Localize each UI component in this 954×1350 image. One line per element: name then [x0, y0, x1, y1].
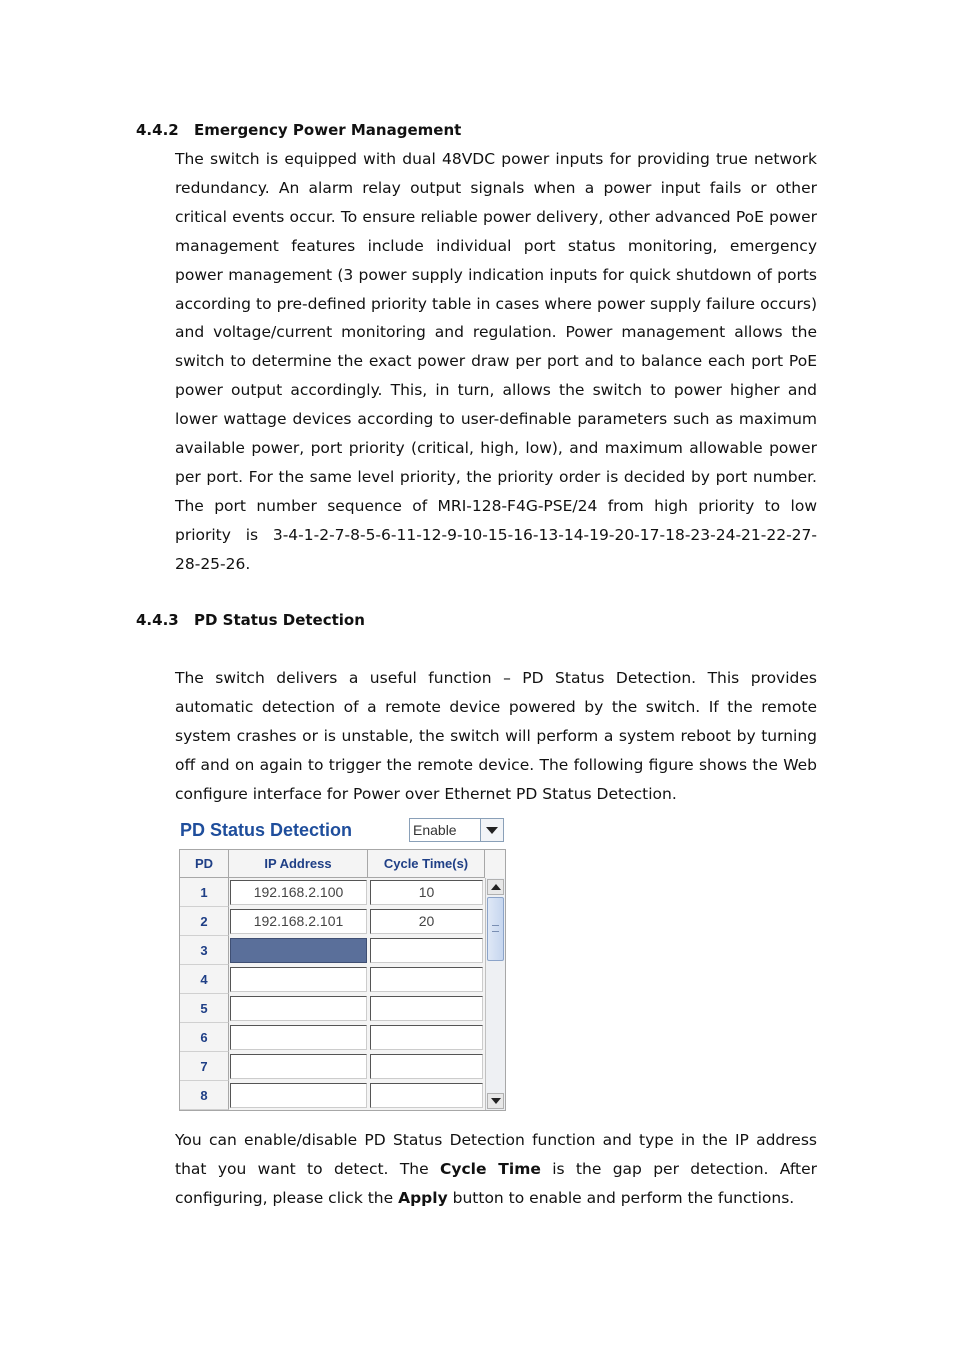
widget-title: PD Status Detection [180, 820, 353, 840]
ip-address-input[interactable] [230, 1054, 367, 1079]
pd-table [179, 849, 506, 1111]
paragraph-pd-intro: The switch delivers a useful function – PD Status Detection. This provides automatic detection of a remote device powered by the switch. If the remote system crashes or is unstable, the switch will perform a system reboot by turning off and on again to trigger the remote device. The following figure shows the Web configure interface for Power over Ethernet PD Status Detection. [175, 669, 817, 803]
cycle-time-term: Cycle Time [440, 1159, 541, 1178]
table-row [180, 1023, 485, 1052]
cycle-time-input[interactable] [370, 967, 483, 992]
table-row [180, 994, 485, 1023]
section-title: Emergency Power Management [194, 121, 462, 139]
ip-address-input[interactable]: 192.168.2.101 [230, 909, 367, 934]
select-value: Enable [413, 822, 457, 838]
outro-text: button to enable and perform the functions. [447, 1188, 795, 1207]
table-row [180, 1052, 485, 1081]
section-number: 4.4.2 [136, 121, 179, 139]
apply-term: Apply [398, 1188, 448, 1207]
ip-address-input[interactable]: 192.168.2.100 [230, 880, 367, 905]
vertical-scrollbar[interactable] [485, 878, 505, 1110]
pd-number: 1 [180, 878, 229, 907]
chevron-down-icon[interactable] [480, 819, 503, 841]
cycle-time-input[interactable] [370, 938, 483, 963]
paragraph-pd-outro [175, 1126, 817, 1213]
cycle-time-input[interactable]: 10 [370, 880, 483, 905]
pd-number: 4 [180, 965, 229, 994]
ip-address-input[interactable] [230, 938, 367, 963]
table-row [180, 907, 485, 936]
cycle-time-input[interactable]: 20 [370, 909, 483, 934]
cycle-time-input[interactable] [370, 1083, 483, 1108]
column-header-cycle: Cycle Time(s) [368, 850, 485, 878]
enable-select[interactable] [409, 818, 504, 842]
section-heading-443 [136, 610, 365, 630]
cycle-time-input[interactable] [370, 1025, 483, 1050]
table-row [180, 1081, 485, 1110]
table-row [180, 878, 485, 907]
table-row [180, 936, 485, 965]
cycle-time-input[interactable] [370, 1054, 483, 1079]
scroll-down-icon[interactable] [487, 1093, 504, 1109]
pd-number: 5 [180, 994, 229, 1023]
pd-number: 2 [180, 907, 229, 936]
table-row [180, 965, 485, 994]
pd-number: 8 [180, 1081, 229, 1110]
ip-address-input[interactable] [230, 1083, 367, 1108]
section-title: PD Status Detection [194, 611, 365, 629]
scroll-thumb[interactable] [487, 897, 504, 961]
ip-address-input[interactable] [230, 967, 367, 992]
section-number: 4.4.3 [136, 611, 179, 629]
column-header-ip: IP Address [229, 850, 368, 878]
pd-number: 6 [180, 1023, 229, 1052]
cycle-time-input[interactable] [370, 996, 483, 1021]
outro-text: is the gap per detection. After configuring, please click the [175, 1159, 818, 1207]
column-header-pd: PD [180, 850, 229, 878]
pd-status-widget [178, 816, 508, 1112]
pd-number: 3 [180, 936, 229, 965]
section-heading-442 [136, 120, 461, 140]
paragraph-emergency-power: The switch is equipped with dual 48VDC power inputs for providing true network redundancy. An alarm relay output signals when a power input fails or other critical events occur. To ensure reliable power delivery, other advanced PoE power management features include individual port status monitoring, emergency power management (3 power supply indication inputs for quick shutdown of ports according to pre-defined priority table in cases where power supply failure occurs) and voltage/current monitoring and regulation. Power management allows the switch to determine the exact power draw per port and to balance each port PoE power output accordingly. This, in turn, allows the switch to power higher and lower wattage devices according to user-definable parameters such as maximum available power, port priority (critical, high, low), and maximum allowable power per port. For the same level priority, the priority order is decided by port number. The port number sequence of MRI-128-F4G-PSE/24 from high priority to low priority is 3-4-1-2-7-8-5-6-11-12-9-10-15-16-13-14-19-20-17-18-23-24-21-22-27-28-25-26. [175, 150, 817, 573]
ip-address-input[interactable] [230, 1025, 367, 1050]
pd-number: 7 [180, 1052, 229, 1081]
scroll-up-icon[interactable] [487, 879, 504, 895]
ip-address-input[interactable] [230, 996, 367, 1021]
outro-text: You can enable/disable PD Status Detection function and type in the IP address that you want to detect. The [175, 1131, 817, 1178]
